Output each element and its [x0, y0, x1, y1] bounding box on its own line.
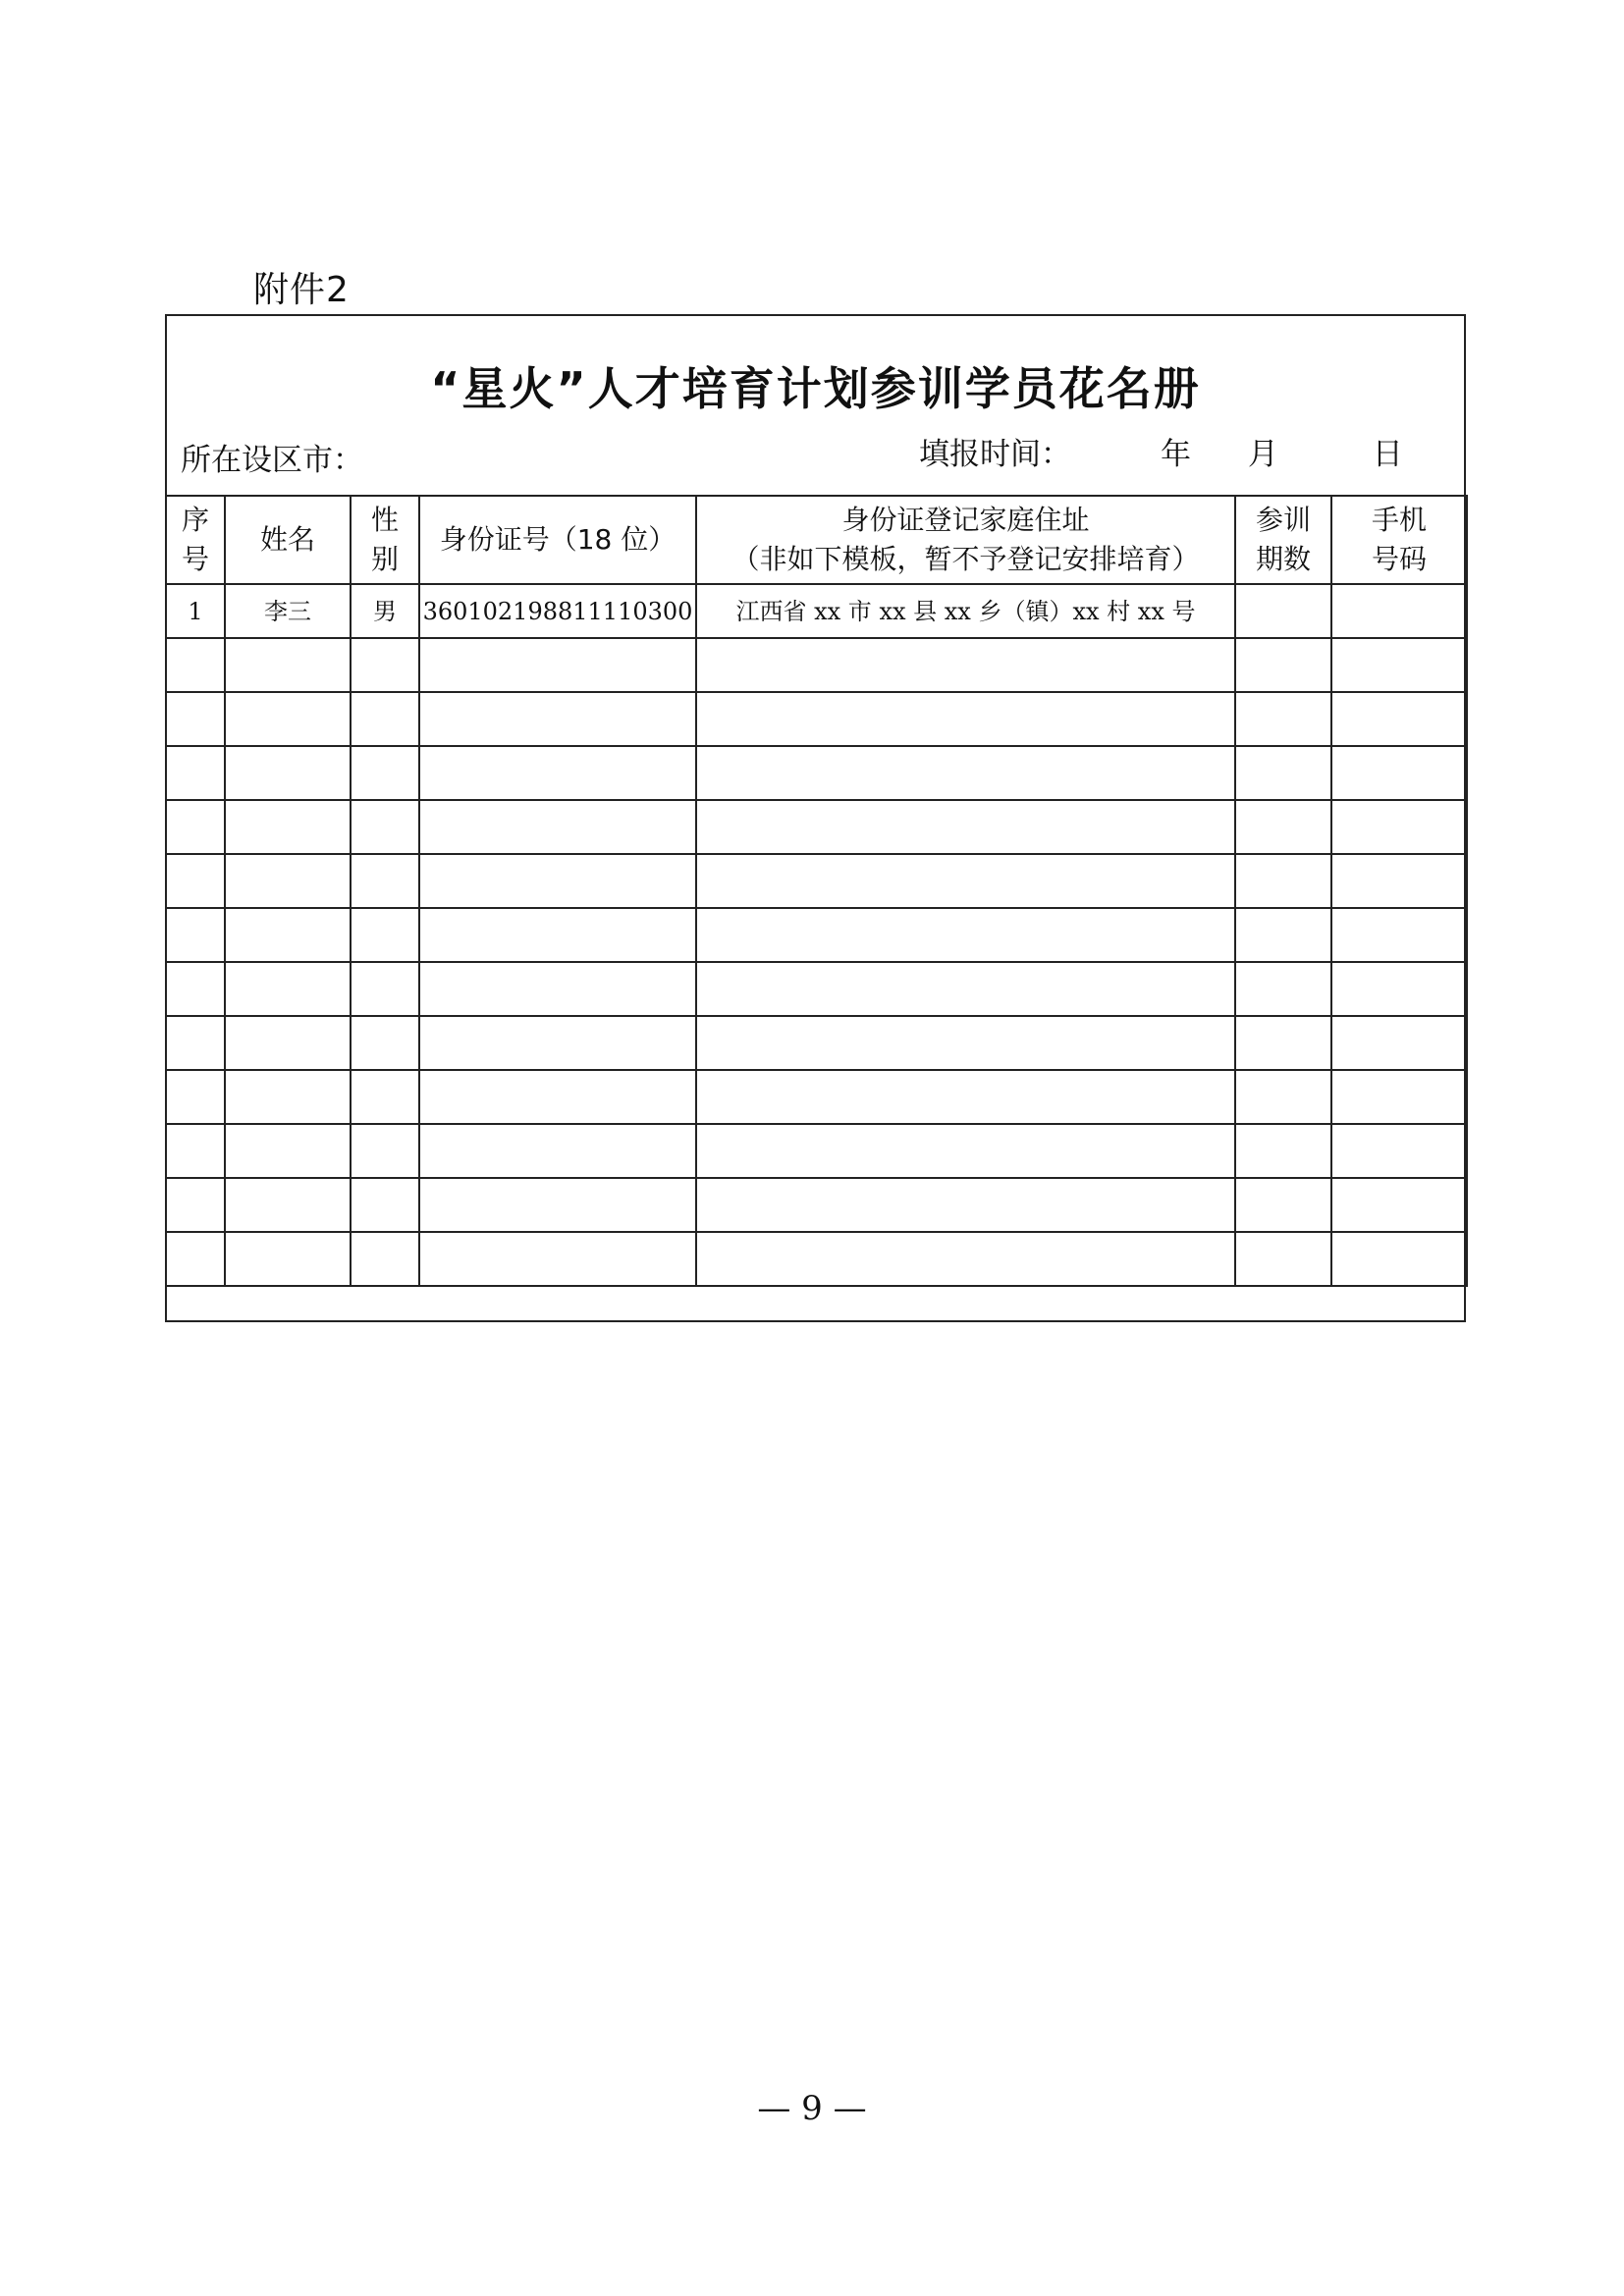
- cell-name[interactable]: [225, 1124, 351, 1178]
- cell-address[interactable]: [696, 1178, 1235, 1232]
- header-address: [696, 496, 1235, 584]
- roster-table: [165, 495, 1468, 1287]
- cell-term[interactable]: [1235, 1178, 1331, 1232]
- cell-name[interactable]: [225, 1070, 351, 1124]
- cell-address[interactable]: [696, 854, 1235, 908]
- table-row: [166, 1124, 1467, 1178]
- cell-id[interactable]: 360102198811110300: [419, 584, 696, 638]
- cell-name[interactable]: [225, 1178, 351, 1232]
- table-row: [166, 854, 1467, 908]
- cell-address[interactable]: [696, 692, 1235, 746]
- cell-address[interactable]: [696, 1070, 1235, 1124]
- form-title: “星火”人才培育计划参训学员花名册: [430, 362, 1201, 415]
- cell-phone[interactable]: [1331, 800, 1467, 854]
- cell-address[interactable]: [696, 800, 1235, 854]
- cell-phone[interactable]: [1331, 854, 1467, 908]
- header-phone-line1: 手机: [1371, 504, 1427, 536]
- cell-seq[interactable]: [166, 1070, 225, 1124]
- cell-term[interactable]: [1235, 854, 1331, 908]
- cell-term[interactable]: [1235, 962, 1331, 1016]
- cell-address[interactable]: 江西省 xx 市 xx 县 xx 乡（镇）xx 村 xx 号: [696, 584, 1235, 638]
- cell-id[interactable]: [419, 854, 696, 908]
- cell-phone[interactable]: [1331, 584, 1467, 638]
- month-label: 月: [1247, 437, 1278, 472]
- cell-term[interactable]: [1235, 584, 1331, 638]
- cell-name[interactable]: [225, 908, 351, 962]
- table-row: [166, 1016, 1467, 1070]
- cell-address[interactable]: [696, 1232, 1235, 1286]
- cell-address[interactable]: [696, 638, 1235, 692]
- cell-seq[interactable]: [166, 1232, 225, 1286]
- cell-sex[interactable]: 男: [351, 584, 419, 638]
- table-row: [166, 746, 1467, 800]
- cell-name[interactable]: [225, 692, 351, 746]
- cell-term[interactable]: [1235, 908, 1331, 962]
- table-row: [166, 962, 1467, 1016]
- cell-term[interactable]: [1235, 638, 1331, 692]
- cell-phone[interactable]: [1331, 1070, 1467, 1124]
- cell-name[interactable]: [225, 638, 351, 692]
- cell-phone[interactable]: [1331, 1016, 1467, 1070]
- table-header-row: [166, 496, 1467, 584]
- header-term: [1235, 496, 1331, 584]
- cell-seq[interactable]: [166, 746, 225, 800]
- header-sex: [351, 496, 419, 584]
- header-seq-line1: 序: [181, 504, 209, 536]
- cell-id[interactable]: [419, 908, 696, 962]
- cell-seq[interactable]: [166, 1178, 225, 1232]
- header-phone-line2: 号码: [1371, 543, 1427, 575]
- fill-date-label: 填报时间：: [919, 437, 1071, 472]
- cell-sex[interactable]: [351, 1124, 419, 1178]
- cell-seq[interactable]: [166, 800, 225, 854]
- cell-seq[interactable]: [166, 962, 225, 1016]
- cell-term[interactable]: [1235, 1070, 1331, 1124]
- cell-seq[interactable]: [166, 854, 225, 908]
- cell-phone[interactable]: [1331, 1124, 1467, 1178]
- year-label: 年: [1161, 437, 1191, 472]
- cell-name[interactable]: [225, 854, 351, 908]
- table-row: [166, 584, 1467, 638]
- cell-seq[interactable]: 1: [166, 584, 225, 638]
- attachment-label: 附件2: [253, 270, 350, 310]
- cell-sex[interactable]: [351, 854, 419, 908]
- cell-sex[interactable]: [351, 746, 419, 800]
- cell-phone[interactable]: [1331, 1178, 1467, 1232]
- cell-id[interactable]: [419, 1016, 696, 1070]
- cell-address[interactable]: [696, 908, 1235, 962]
- cell-seq[interactable]: [166, 692, 225, 746]
- cell-id[interactable]: [419, 1232, 696, 1286]
- table-row: [166, 800, 1467, 854]
- cell-phone[interactable]: [1331, 962, 1467, 1016]
- day-label: 日: [1372, 437, 1403, 472]
- roster-form: [165, 314, 1466, 1322]
- cell-term[interactable]: [1235, 1016, 1331, 1070]
- table-row: [166, 1232, 1467, 1286]
- cell-id[interactable]: [419, 692, 696, 746]
- cell-sex[interactable]: [351, 1178, 419, 1232]
- cell-phone[interactable]: [1331, 746, 1467, 800]
- cell-sex[interactable]: [351, 1232, 419, 1286]
- cell-sex[interactable]: [351, 1016, 419, 1070]
- cell-id[interactable]: [419, 746, 696, 800]
- cell-term[interactable]: [1235, 1124, 1331, 1178]
- cell-sex[interactable]: [351, 692, 419, 746]
- cell-term[interactable]: [1235, 692, 1331, 746]
- cell-id[interactable]: [419, 962, 696, 1016]
- page-number: — 9 —: [757, 2089, 867, 2128]
- header-phone: [1331, 496, 1467, 584]
- table-row: [166, 638, 1467, 692]
- city-field-label: 所在设区市：: [181, 443, 363, 478]
- cell-seq[interactable]: [166, 638, 225, 692]
- cell-address[interactable]: [696, 1016, 1235, 1070]
- fill-date-fields: [1161, 436, 1403, 473]
- table-row: [166, 692, 1467, 746]
- header-id: 身份证号（18 位）: [419, 496, 696, 584]
- cell-seq[interactable]: [166, 1016, 225, 1070]
- cell-id[interactable]: [419, 1124, 696, 1178]
- header-name: 姓名: [225, 496, 351, 584]
- cell-phone[interactable]: [1331, 1232, 1467, 1286]
- cell-seq[interactable]: [166, 1124, 225, 1178]
- cell-seq[interactable]: [166, 908, 225, 962]
- header-sex-line1: 性: [370, 504, 399, 536]
- header-sex-line2: 别: [370, 543, 399, 575]
- cell-address[interactable]: [696, 746, 1235, 800]
- table-row: [166, 1178, 1467, 1232]
- header-seq: [166, 496, 225, 584]
- header-address-line1: 身份证登记家庭住址: [841, 504, 1090, 536]
- cell-name[interactable]: [225, 800, 351, 854]
- cell-id[interactable]: [419, 638, 696, 692]
- cell-sex[interactable]: [351, 800, 419, 854]
- header-seq-line2: 号: [181, 543, 209, 575]
- cell-term[interactable]: [1235, 1232, 1331, 1286]
- cell-id[interactable]: [419, 1178, 696, 1232]
- cell-sex[interactable]: [351, 962, 419, 1016]
- cell-address[interactable]: [696, 1124, 1235, 1178]
- cell-sex[interactable]: [351, 638, 419, 692]
- table-row: [166, 908, 1467, 962]
- table-row: [166, 1070, 1467, 1124]
- cell-term[interactable]: [1235, 746, 1331, 800]
- roster-body: [166, 584, 1467, 1286]
- cell-name[interactable]: [225, 1016, 351, 1070]
- cell-phone[interactable]: [1331, 692, 1467, 746]
- cell-sex[interactable]: [351, 1070, 419, 1124]
- cell-phone[interactable]: [1331, 908, 1467, 962]
- cell-id[interactable]: [419, 1070, 696, 1124]
- cell-id[interactable]: [419, 800, 696, 854]
- cell-name[interactable]: [225, 962, 351, 1016]
- cell-name[interactable]: [225, 746, 351, 800]
- header-term-line2: 期数: [1255, 543, 1311, 575]
- cell-term[interactable]: [1235, 800, 1331, 854]
- header-term-line1: 参训: [1255, 504, 1311, 536]
- header-address-line2: （非如下模板，暂不予登记安排培育）: [731, 543, 1200, 575]
- cell-address[interactable]: [696, 962, 1235, 1016]
- cell-name[interactable]: [225, 1232, 351, 1286]
- cell-phone[interactable]: [1331, 638, 1467, 692]
- cell-name[interactable]: 李三: [225, 584, 351, 638]
- cell-sex[interactable]: [351, 908, 419, 962]
